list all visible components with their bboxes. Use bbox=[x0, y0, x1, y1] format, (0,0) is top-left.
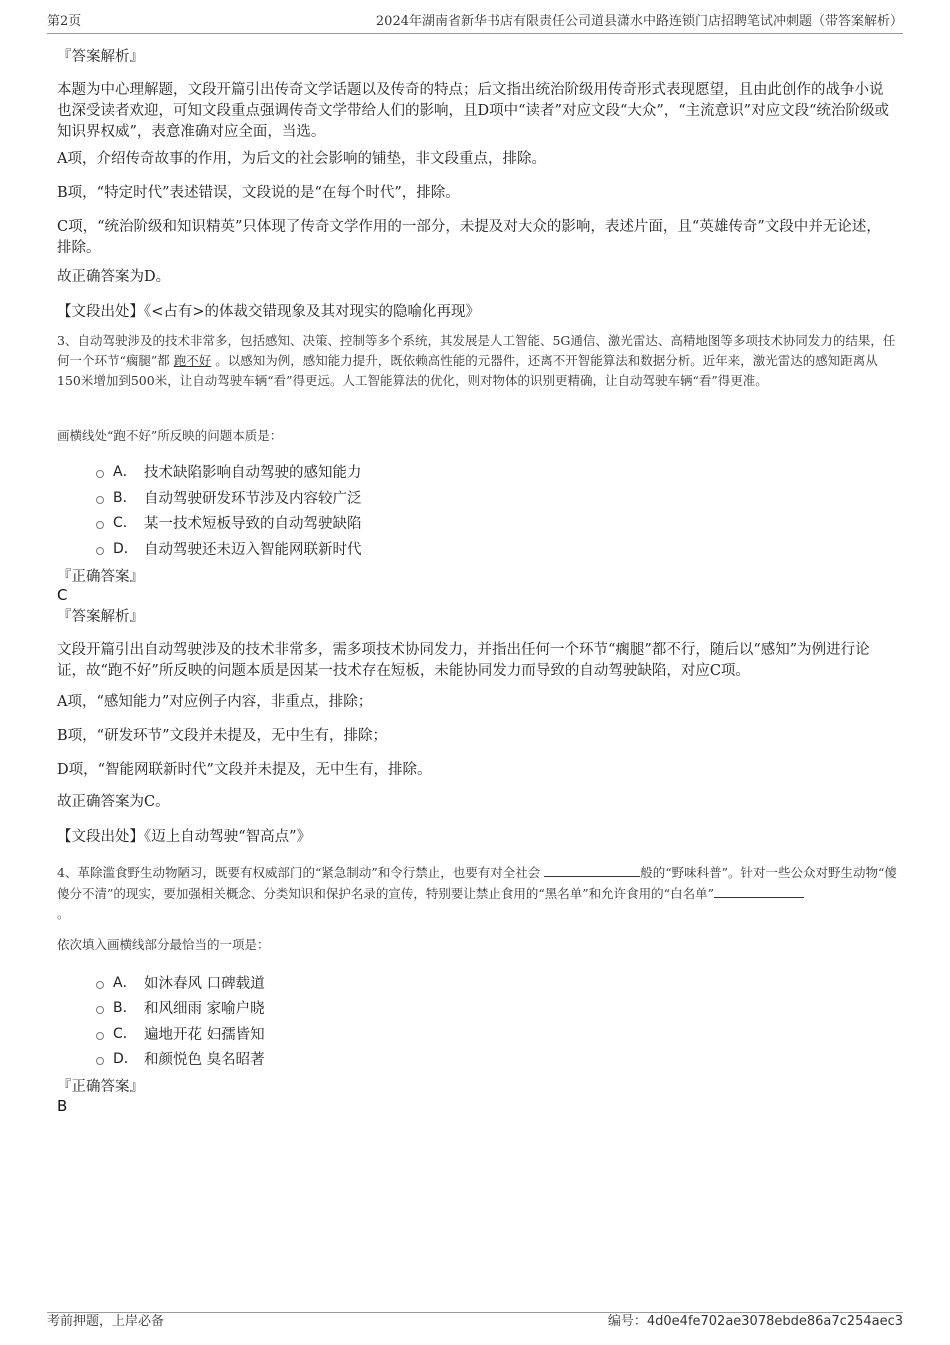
option-text: 如沐春风 口碑载道 bbox=[144, 975, 265, 992]
option-text: 技术缺陷影响自动驾驶的感知能力 bbox=[144, 464, 362, 481]
document-id-code: 4d0e4fe702ae3078ebde86a7c254aec3 bbox=[646, 1314, 903, 1329]
header-divider bbox=[47, 33, 903, 34]
radio-icon[interactable] bbox=[96, 470, 104, 478]
option-text: 和风细雨 家喻户晓 bbox=[144, 1000, 265, 1017]
fill-blank-1 bbox=[544, 862, 640, 877]
page-number: 第2页 bbox=[47, 14, 82, 29]
correct-answer-label: 『正确答案』 bbox=[57, 569, 144, 585]
stem-text: 。以感知为例，感知能力提升，既依赖高性能的元器件，还离不开智能算法和数据分析。近年来，激光雷达的感知距离从150米增加到500米，让自动驾驶车辆“看”得更远。人工智能算法的优化，则对物体的识别更精确，让自动驾驶车辆“看”得更准。 bbox=[57, 353, 878, 388]
stem-text: 4、革除滥食野生动物陋习，既要有权威部门的“紧急制动”和令行禁止，也要有对全社会 bbox=[57, 865, 545, 880]
document-id-label: 编号： bbox=[607, 1314, 647, 1329]
option-letter: A． bbox=[113, 975, 137, 991]
stem-text: 。 bbox=[57, 906, 70, 921]
fill-blank-2 bbox=[714, 883, 804, 898]
question-stem-3 bbox=[57, 331, 897, 391]
radio-icon[interactable] bbox=[96, 521, 104, 529]
footer-slogan: 考前押题，上岸必备 bbox=[47, 1314, 165, 1329]
option-d[interactable] bbox=[96, 537, 362, 559]
analysis-paragraph: 文段开篇引出自动驾驶涉及的技术非常多，需多项技术协同发力，并指出任何一个环节“瘸腿”都不行，随后以“感知”为例进行论证，故“跑不好”所反映的问题本质是因某一技术存在短板，未能协同发力而导致的自动驾驶缺陷，对应C项。 bbox=[57, 642, 870, 679]
analysis-paragraph: 本题为中心理解题，文段开篇引出传奇文学话题以及传奇的特点；后文指出统治阶级用传奇形式表现愿望，且由此创作的战争小说也深受读者欢迎，可知文段重点强调传奇文学带给人们的影响，且D项中“读者”对应文段“大众”，“主流意识”对应文段“统治阶级或知识界权威”，表意准确对应全面，当选。 bbox=[57, 82, 890, 140]
option-text: 自动驾驶还未迈入智能网联新时代 bbox=[144, 541, 362, 558]
option-a[interactable] bbox=[96, 971, 265, 993]
option-letter: C． bbox=[113, 515, 137, 531]
option-b[interactable] bbox=[96, 486, 362, 508]
underlined-phrase: 跑不好 bbox=[173, 353, 212, 368]
radio-icon[interactable] bbox=[96, 547, 104, 555]
option-text: 某一技术短板导致的自动驾驶缺陷 bbox=[144, 515, 362, 532]
stem-text: 般的“野味科普”。针对一些公众对野生动物“傻傻分不清”的现实，要加强相关概念、分类知识和保护名录的宣传，特别要让禁止食用的“黑名单”和允许食用的“白名单” bbox=[57, 865, 897, 901]
option-a[interactable] bbox=[96, 460, 362, 482]
analysis-option-a: A项，“感知能力”对应例子内容，非重点，排除； bbox=[57, 694, 373, 710]
passage-source: 【文段出处】《<占有>的体裁交错现象及其对现实的隐喻化再现》 bbox=[57, 304, 481, 320]
question-prompt-4: 依次填入画横线部分最恰当的一项是： bbox=[57, 937, 270, 952]
analysis-label: 『答案解析』 bbox=[57, 609, 144, 625]
option-letter: D． bbox=[113, 1051, 138, 1067]
option-text: 和颜悦色 臭名昭著 bbox=[144, 1051, 265, 1068]
answer-conclusion: 故正确答案为D。 bbox=[57, 269, 171, 285]
correct-answer-label: 『正确答案』 bbox=[57, 1079, 144, 1095]
option-letter: D． bbox=[113, 541, 138, 557]
option-text: 自动驾驶研发环节涉及内容较广泛 bbox=[144, 490, 362, 507]
analysis-option-b: B项，“特定时代”表述错误，文段说的是“在每个时代”，排除。 bbox=[57, 185, 460, 201]
option-letter: A． bbox=[113, 464, 137, 480]
option-text: 遍地开花 妇孺皆知 bbox=[144, 1026, 265, 1043]
analysis-option-a: A项，介绍传奇故事的作用，为后文的社会影响的铺垫，非文段重点，排除。 bbox=[57, 151, 546, 167]
option-d[interactable] bbox=[96, 1047, 265, 1069]
radio-icon[interactable] bbox=[96, 496, 104, 504]
radio-icon[interactable] bbox=[96, 1006, 104, 1014]
stem-text: 3、自动驾驶涉及的技术非常多，包括感知、决策、控制等多个系统，其发展是人工智能、5G通信、激光雷达、高精地图等多项技术协同发力的结果，任何一个环节“瘸腿”都 bbox=[57, 333, 896, 368]
radio-icon[interactable] bbox=[96, 1032, 104, 1040]
passage-source: 【文段出处】《迈上自动驾驶“智高点”》 bbox=[57, 829, 312, 845]
option-letter: B． bbox=[113, 490, 137, 506]
option-c[interactable] bbox=[96, 1022, 265, 1044]
analysis-label: 『答案解析』 bbox=[57, 49, 144, 65]
document-title: 2024年湖南省新华书店有限责任公司道县潇水中路连锁门店招聘笔试冲刺题（带答案解析） bbox=[375, 14, 903, 29]
document-id bbox=[608, 1313, 903, 1331]
option-c[interactable] bbox=[96, 511, 362, 533]
correct-answer: C bbox=[57, 586, 68, 604]
analysis-option-b: B项，“研发环节”文段并未提及，无中生有，排除； bbox=[57, 728, 387, 744]
option-letter: C． bbox=[113, 1026, 137, 1042]
analysis-option-c: C项，“统治阶级和知识精英”只体现了传奇文学作用的一部分，未提及对大众的影响，表述片面，且“英雄传奇”文段中并无论述，排除。 bbox=[57, 219, 881, 256]
radio-icon[interactable] bbox=[96, 1057, 104, 1065]
option-b[interactable] bbox=[96, 996, 265, 1018]
answer-conclusion: 故正确答案为C。 bbox=[57, 794, 170, 810]
question-prompt-3: 画横线处“跑不好”所反映的问题本质是： bbox=[57, 428, 283, 443]
correct-answer: B bbox=[57, 1097, 68, 1115]
radio-icon[interactable] bbox=[96, 981, 104, 989]
question-stem-4 bbox=[57, 862, 897, 924]
analysis-option-d: D项，“智能网联新时代”文段并未提及，无中生有，排除。 bbox=[57, 762, 432, 778]
option-letter: B． bbox=[113, 1000, 137, 1016]
